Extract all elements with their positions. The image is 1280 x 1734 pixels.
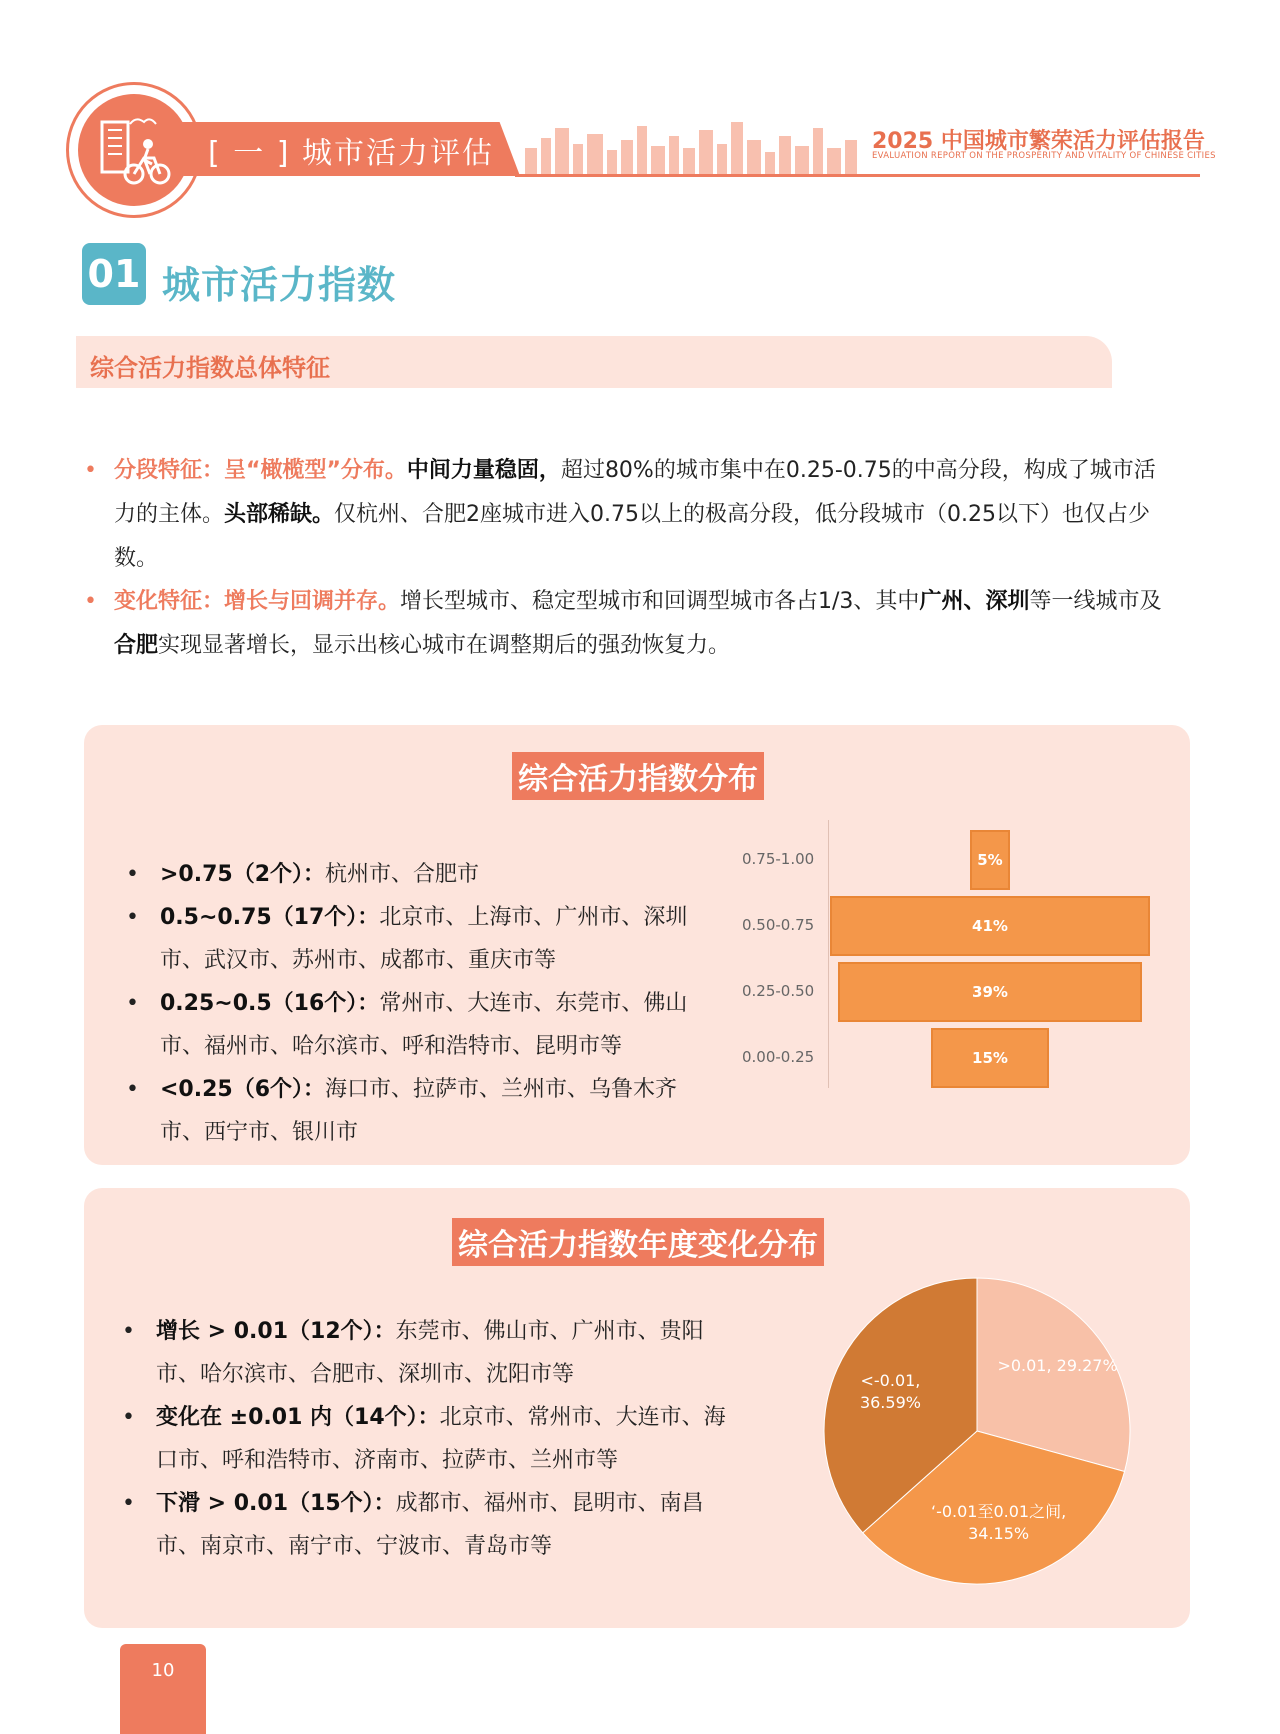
list-item: • 增长 > 0.01（12个）：东莞市、佛山市、广州市、贵阳市、哈尔滨市、合肥市、深圳市、沈阳市等: [122, 1319, 704, 1387]
header-rule: [515, 174, 1200, 177]
paragraph-bold: 合肥: [114, 633, 159, 658]
list-item: • 0.5~0.75（17个）：北京市、上海市、广州市、深圳市、武汉市、苏州市、成都市、重庆市等: [126, 905, 688, 973]
report-subtitle: EVALUATION REPORT ON THE PROSPERITY AND VITALITY OF CHINESE CITIES: [872, 151, 1216, 161]
list-item: • >0.75（2个）：杭州市、合肥市: [126, 862, 480, 887]
funnel-bar: [830, 896, 1150, 956]
bullet: •: [84, 589, 97, 614]
paragraph-change: [84, 580, 1174, 668]
paragraph-text: 增长型城市、稳定型城市和回调型城市各占1/3、其中: [400, 589, 920, 614]
paragraph-bold: 头部稀缺。: [224, 502, 335, 527]
change-list: [122, 1310, 742, 1568]
list-item: • 下滑 > 0.01（15个）：成都市、福州市、昆明市、南昌市、南京市、南宁市、宁波市、青岛市等: [122, 1491, 704, 1559]
distribution-list: [126, 853, 716, 1154]
change-panel-title: 综合活力指数年度变化分布: [452, 1218, 824, 1266]
funnel-bar: [838, 962, 1142, 1022]
subsection-title: 综合活力指数总体特征: [90, 354, 330, 382]
list-item: • 变化在 ±0.01 内（14个）：北京市、常州市、大连市、海口市、呼和浩特市、济南市、拉萨市、兰州市等: [122, 1405, 726, 1473]
city-cyclist-icon: [78, 94, 190, 206]
paragraph-segment: [84, 449, 1174, 581]
funnel-data-label: 5%: [977, 851, 1003, 869]
section-number: 01: [82, 243, 146, 305]
paragraph-text: 仅杭州、合肥2座城市进入0.75以上的极高分段，低分段城市（0.25以下）也仅占少数。: [114, 502, 1150, 571]
paragraph-text: 超过80%的城市集中在0.25-0.75的中高分段，构成了城市活力的主体。: [114, 458, 1156, 527]
paragraph-text: 实现显著增长，显示出核心城市在调整期后的强劲恢复力。: [158, 633, 731, 658]
funnel-data-label: 41%: [972, 917, 1008, 935]
funnel-category-label: 0.00-0.25: [742, 1048, 815, 1066]
report-title: 2025 中国城市繁荣活力评估报告: [872, 129, 1205, 154]
chapter-badge: [78, 94, 190, 206]
funnel-data-label: 39%: [972, 983, 1008, 1001]
distribution-funnel-chart: [730, 820, 1190, 1100]
paragraph-label: 分段特征：呈“橄榄型”分布。: [114, 458, 407, 483]
funnel-axis: [828, 820, 829, 1088]
page-number: 10: [120, 1644, 206, 1734]
skyline-decoration: [515, 118, 865, 174]
change-pie-chart: [822, 1276, 1132, 1586]
chapter-title: [ 一 ] 城市活力评估: [208, 136, 495, 171]
bullet: •: [84, 458, 97, 483]
paragraph-bold: 中间力量稳固，: [406, 458, 561, 483]
distribution-panel-title: 综合活力指数分布: [512, 752, 764, 800]
pie-data-label: <-0.01, 36.59%: [859, 1371, 921, 1413]
section-title: 城市活力指数: [162, 263, 397, 307]
funnel-category-label: 0.75-1.00: [742, 850, 815, 868]
funnel-data-label: 15%: [972, 1049, 1008, 1067]
list-item: • 0.25~0.5（16个）：常州市、大连市、东莞市、佛山市、福州市、哈尔滨市、呼和浩特市、昆明市等: [126, 991, 688, 1059]
funnel-category-label: 0.25-0.50: [742, 982, 815, 1000]
paragraph-text: 等一线城市及: [1029, 589, 1162, 614]
list-item: • <0.25（6个）：海口市、拉萨市、兰州市、乌鲁木齐市、西宁市、银川市: [126, 1077, 678, 1145]
funnel-category-label: 0.50-0.75: [742, 916, 815, 934]
pie-data-label: ‘-0.01至0.01之间, 34.15%: [931, 1502, 1067, 1544]
paragraph-label: 变化特征：增长与回调并存。: [114, 589, 401, 614]
funnel-bar: [970, 830, 1009, 890]
paragraph-bold: 广州、深圳: [919, 589, 1030, 614]
pie-data-label: >0.01, 29.27%: [997, 1356, 1118, 1376]
funnel-bar: [931, 1028, 1048, 1088]
